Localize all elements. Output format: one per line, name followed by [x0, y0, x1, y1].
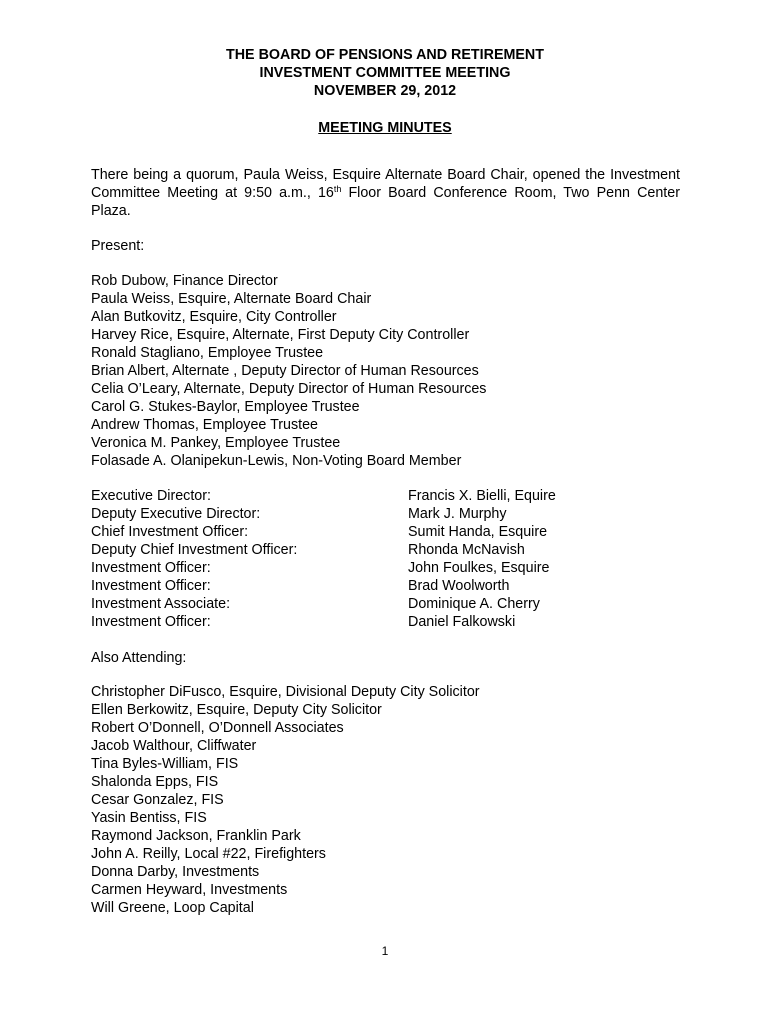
attendee: Christopher DiFusco, Esquire, Divisional Deputy City Solicitor [91, 684, 480, 700]
staff-title: Investment Officer: [91, 614, 211, 630]
header-meeting-name: INVESTMENT COMMITTEE MEETING [259, 65, 511, 81]
staff-name: Rhonda McNavish [408, 542, 525, 558]
also-attending-label: Also Attending: [91, 650, 187, 666]
also-attending-list [91, 683, 680, 917]
present-member: Ronald Stagliano, Employee Trustee [91, 345, 324, 361]
present-member: Andrew Thomas, Employee Trustee [91, 417, 319, 433]
staff-name: Dominique A. Cherry [408, 596, 540, 612]
staff-title: Executive Director: [91, 488, 211, 504]
intro-paragraph [91, 166, 680, 220]
staff-name: Mark J. Murphy [408, 506, 507, 522]
staff-row [91, 523, 691, 541]
staff-list [91, 487, 691, 631]
intro-superscript: th [333, 184, 342, 194]
attendee: Jacob Walthour, Cliffwater [91, 738, 257, 754]
present-member: Alan Butkovitz, Esquire, City Controller [91, 309, 337, 325]
page-number: 1 [381, 944, 389, 958]
staff-row [91, 559, 691, 577]
staff-name: Daniel Falkowski [408, 614, 516, 630]
header-board-name: THE BOARD OF PENSIONS AND RETIREMENT [226, 47, 544, 63]
attendee: Carmen Heyward, Investments [91, 882, 288, 898]
minutes-title: MEETING MINUTES [318, 120, 452, 136]
attendee: Tina Byles-William, FIS [91, 756, 239, 772]
present-label: Present: [91, 238, 145, 254]
attendee: Shalonda Epps, FIS [91, 774, 219, 790]
staff-row [91, 487, 691, 505]
header-meeting-date: NOVEMBER 29, 2012 [313, 83, 457, 99]
intro-text-part2: Floor Board Conference Room, Two Penn Center Plaza. [91, 185, 680, 219]
present-list [91, 272, 680, 470]
attendee: Robert O’Donnell, O’Donnell Associates [91, 720, 344, 736]
staff-title: Deputy Chief Investment Officer: [91, 542, 298, 558]
attendee: Raymond Jackson, Franklin Park [91, 828, 301, 844]
staff-row [91, 505, 691, 523]
present-member: Harvey Rice, Esquire, Alternate, First Deputy City Controller [91, 327, 470, 343]
document-header [0, 46, 770, 100]
staff-row [91, 577, 691, 595]
staff-title: Investment Officer: [91, 578, 211, 594]
attendee: Ellen Berkowitz, Esquire, Deputy City Solicitor [91, 702, 382, 718]
staff-title: Investment Associate: [91, 596, 231, 612]
present-member: Rob Dubow, Finance Director [91, 273, 278, 289]
present-member: Folasade A. Olanipekun-Lewis, Non-Voting Board Member [91, 453, 462, 469]
attendee: John A. Reilly, Local #22, Firefighters [91, 846, 326, 862]
present-member: Veronica M. Pankey, Employee Trustee [91, 435, 341, 451]
staff-title: Investment Officer: [91, 560, 211, 576]
attendee: Cesar Gonzalez, FIS [91, 792, 224, 808]
staff-name: Francis X. Bielli, Equire [408, 488, 556, 504]
attendee: Yasin Bentiss, FIS [91, 810, 207, 826]
staff-row [91, 613, 691, 631]
attendee: Will Greene, Loop Capital [91, 900, 254, 916]
attendee: Donna Darby, Investments [91, 864, 260, 880]
present-member: Paula Weiss, Esquire, Alternate Board Chair [91, 291, 372, 307]
staff-row [91, 595, 691, 613]
staff-title: Deputy Executive Director: [91, 506, 261, 522]
present-member: Brian Albert, Alternate , Deputy Director of Human Resources [91, 363, 479, 379]
staff-name: Sumit Handa, Esquire [408, 524, 548, 540]
staff-name: John Foulkes, Esquire [408, 560, 550, 576]
staff-name: Brad Woolworth [408, 578, 510, 594]
staff-title: Chief Investment Officer: [91, 524, 249, 540]
present-member: Celia O’Leary, Alternate, Deputy Director of Human Resources [91, 381, 487, 397]
staff-row [91, 541, 691, 559]
intro-text-part1: There being a quorum, Paula Weiss, Esquire Alternate Board Chair, opened the Investment Committee Meeting at 9:50 a.m., 16 [91, 167, 680, 201]
present-member: Carol G. Stukes-Baylor, Employee Trustee [91, 399, 360, 415]
